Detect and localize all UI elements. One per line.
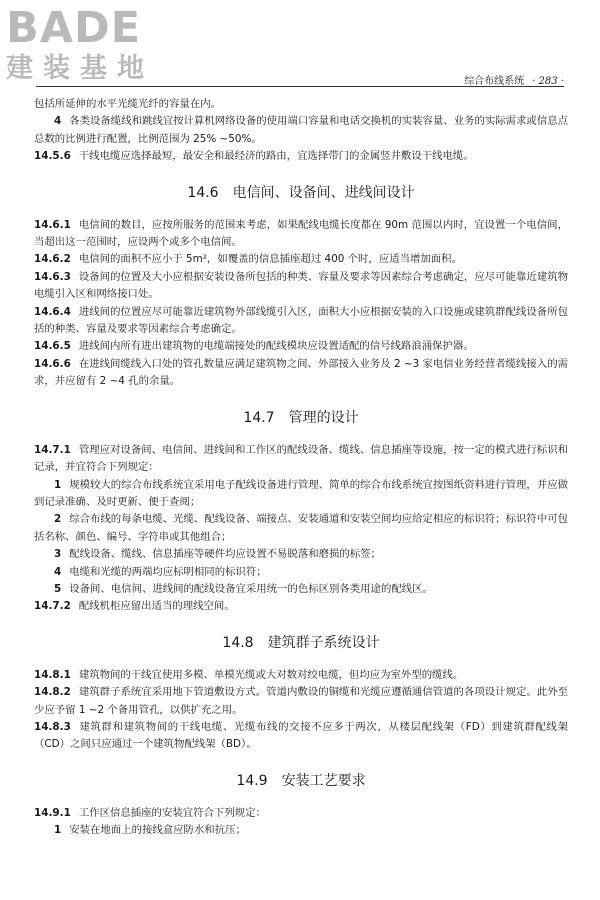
clause-number: 14.6.1 — [34, 218, 71, 231]
item-number: 2 — [54, 513, 62, 526]
paragraph-text: 配线机柜应留出适当的理线空间。 — [78, 600, 235, 613]
paragraph-text: 安装在地面上的接线盒应防水和抗压； — [69, 824, 246, 837]
list-item — [34, 113, 568, 148]
section-number: 14.6 — [187, 184, 219, 201]
body-text — [34, 96, 568, 840]
clause-paragraph — [34, 667, 568, 684]
section-number: 14.7 — [243, 409, 275, 426]
clause-number: 14.6.2 — [34, 253, 71, 266]
watermark-latin-text: BADE — [6, 3, 142, 53]
clause-number: 14.6.5 — [34, 340, 71, 353]
paragraph-text: 包括所延伸的水平光缆光纤的容量在内。 — [34, 98, 222, 110]
clause-paragraph — [34, 684, 568, 719]
item-number: 3 — [54, 548, 62, 561]
clause-number: 14.5.6 — [34, 150, 71, 163]
item-number: 5 — [54, 582, 62, 595]
clause-number: 14.6.4 — [34, 305, 71, 318]
item-number: 4 — [54, 115, 62, 128]
paragraph-text: 在进线间缆线入口处的管孔数量应满足建筑物之间、外部接入业务及 2 ~3 家电信业务经营者缆线接入的需求，并应留有 2 ~4 孔的余量。 — [34, 357, 568, 388]
clause-paragraph — [34, 356, 568, 391]
list-item — [34, 822, 568, 839]
list-item — [34, 564, 568, 581]
section-title-text: 安装工艺要求 — [281, 772, 366, 789]
section-number: 14.8 — [222, 634, 254, 651]
paragraph-text: 建筑物间的干线宜使用多模、单模光缆或大对数对绞电缆，但均应为室外型的缆线。 — [78, 668, 464, 681]
clause-paragraph — [34, 148, 568, 165]
section-heading — [34, 771, 568, 791]
section-heading — [34, 408, 568, 428]
clause-paragraph — [34, 251, 568, 268]
paragraph-text: 电信间的面积不应小于 5m²，如覆盖的信息插座超过 400 个时，应适当增加面积。 — [78, 253, 462, 266]
section-heading — [34, 183, 568, 203]
paragraph-text: 电信间的数目，应按所服务的范围来考虑，如果配线电缆长度都在 90m 范围以内时，宜设置一个电信间，当超出这一范围时，应设两个或多个电信间。 — [34, 218, 568, 249]
paragraph-text: 建筑群子系统宜采用地下管道敷设方式。管道内敷设的铜缆和光缆应遵循通信管道的各项设计规定。此外至少应予留 1 ~2 个备用管孔，以供扩充之用。 — [34, 686, 568, 716]
list-item — [34, 546, 568, 563]
header-rule — [36, 86, 564, 87]
paragraph-text: 工作区信息插座的安装宜符合下列规定： — [78, 806, 266, 819]
clause-paragraph — [34, 598, 568, 615]
clause-number: 14.8.2 — [34, 686, 71, 699]
clause-paragraph — [34, 269, 568, 304]
item-number: 4 — [54, 565, 62, 578]
section-title-text: 建筑群子系统设计 — [267, 634, 380, 651]
clause-number: 14.8.3 — [34, 720, 71, 733]
clause-number: 14.6.6 — [34, 357, 71, 370]
paragraph-text: 设备间的位置及大小应根据安装设备所包括的种类、容量及要求等因素综合考虑确定，应尽可能靠近建筑物电缆引入区和网络接口处。 — [34, 270, 568, 301]
section-title-text: 管理的设计 — [288, 409, 359, 426]
paragraph-text: 进线间内所有进出建筑物的电缆端接处的配线模块应设置适配的信号线路浪涌保护器。 — [78, 340, 474, 353]
paragraph-text: 干线电缆应选择最短，最安全和最经济的路由，宜选择带门的金属竖井敷设干线电缆。 — [78, 150, 474, 163]
clause-paragraph — [34, 217, 568, 252]
paragraph-text: 建筑群和建筑物间的干线电缆、光缆布线的交接不应多于两次，从楼层配线架（FD）到建筑群配线架（CD）之间只应通过一个建筑物配线架（BD）。 — [34, 720, 568, 751]
clause-paragraph — [34, 719, 568, 754]
paragraph-text: 进线间的位置应尽可能靠近建筑物外部线缆引入区，面积大小应根据安装的入口设施或建筑群配线设备所包括的种类、容量及要求等因素综合考虑确定。 — [34, 305, 568, 336]
paragraph — [34, 96, 568, 113]
paragraph-text: 各类设备缆线和跳线宜按计算机网络设备的使用端口容量和电话交换机的实装容量、业务的实际需求或信息点总数的比例进行配置，比例范围为 25% ~50%。 — [34, 115, 568, 145]
clause-paragraph — [34, 805, 568, 822]
watermark-logo — [6, 3, 176, 86]
clause-paragraph — [34, 304, 568, 339]
list-item — [34, 477, 568, 512]
running-title: 综合布线系统 — [464, 76, 525, 87]
clause-number: 14.8.1 — [34, 668, 71, 681]
clause-number: 14.9.1 — [34, 806, 71, 819]
watermark-chinese-text: 建装基地 — [6, 53, 154, 84]
paragraph-text: 规模较大的综合布线系统宜采用电子配线设备进行管理、简单的综合布线系统宜按图纸资料进行管理，并应做到记录准确、及时更新、便于查阅； — [34, 478, 568, 508]
clause-number: 14.7.2 — [34, 600, 71, 613]
clause-paragraph — [34, 442, 568, 477]
page-number: · 283 · — [532, 76, 564, 87]
clause-number: 14.6.3 — [34, 270, 71, 283]
clause-number: 14.7.1 — [34, 443, 71, 456]
paragraph-text: 管理应对设备间、电信间、进线间和工作区的配线设备、缆线、信息插座等设施，按一定的模式进行标识和记录，并宜符合下列规定： — [34, 443, 568, 474]
section-title-text: 电信间、设备间、进线间设计 — [232, 184, 415, 201]
list-item — [34, 581, 568, 598]
paragraph-text: 综合布线的每条电缆、光缆、配线设备、端接点、安装通道和安装空间均应给定相应的标识符；标识符中可包括名称、颜色、编号、字符串或其他组合； — [34, 513, 568, 543]
list-item — [34, 511, 568, 546]
section-heading — [34, 633, 568, 653]
item-number: 1 — [54, 824, 62, 837]
paragraph-text: 设备间、电信间、进线间的配线设备宜采用统一的色标区别各类用途的配线区。 — [69, 582, 433, 595]
clause-paragraph — [34, 338, 568, 355]
paragraph-text: 电缆和光缆的两端均应标明相同的标识符； — [69, 565, 267, 578]
section-number: 14.9 — [236, 772, 268, 789]
item-number: 1 — [54, 478, 62, 491]
paragraph-text: 配线设备、缆线、信息插座等硬件均应设置不易脱落和磨损的标签； — [69, 548, 381, 561]
running-header — [464, 72, 564, 87]
